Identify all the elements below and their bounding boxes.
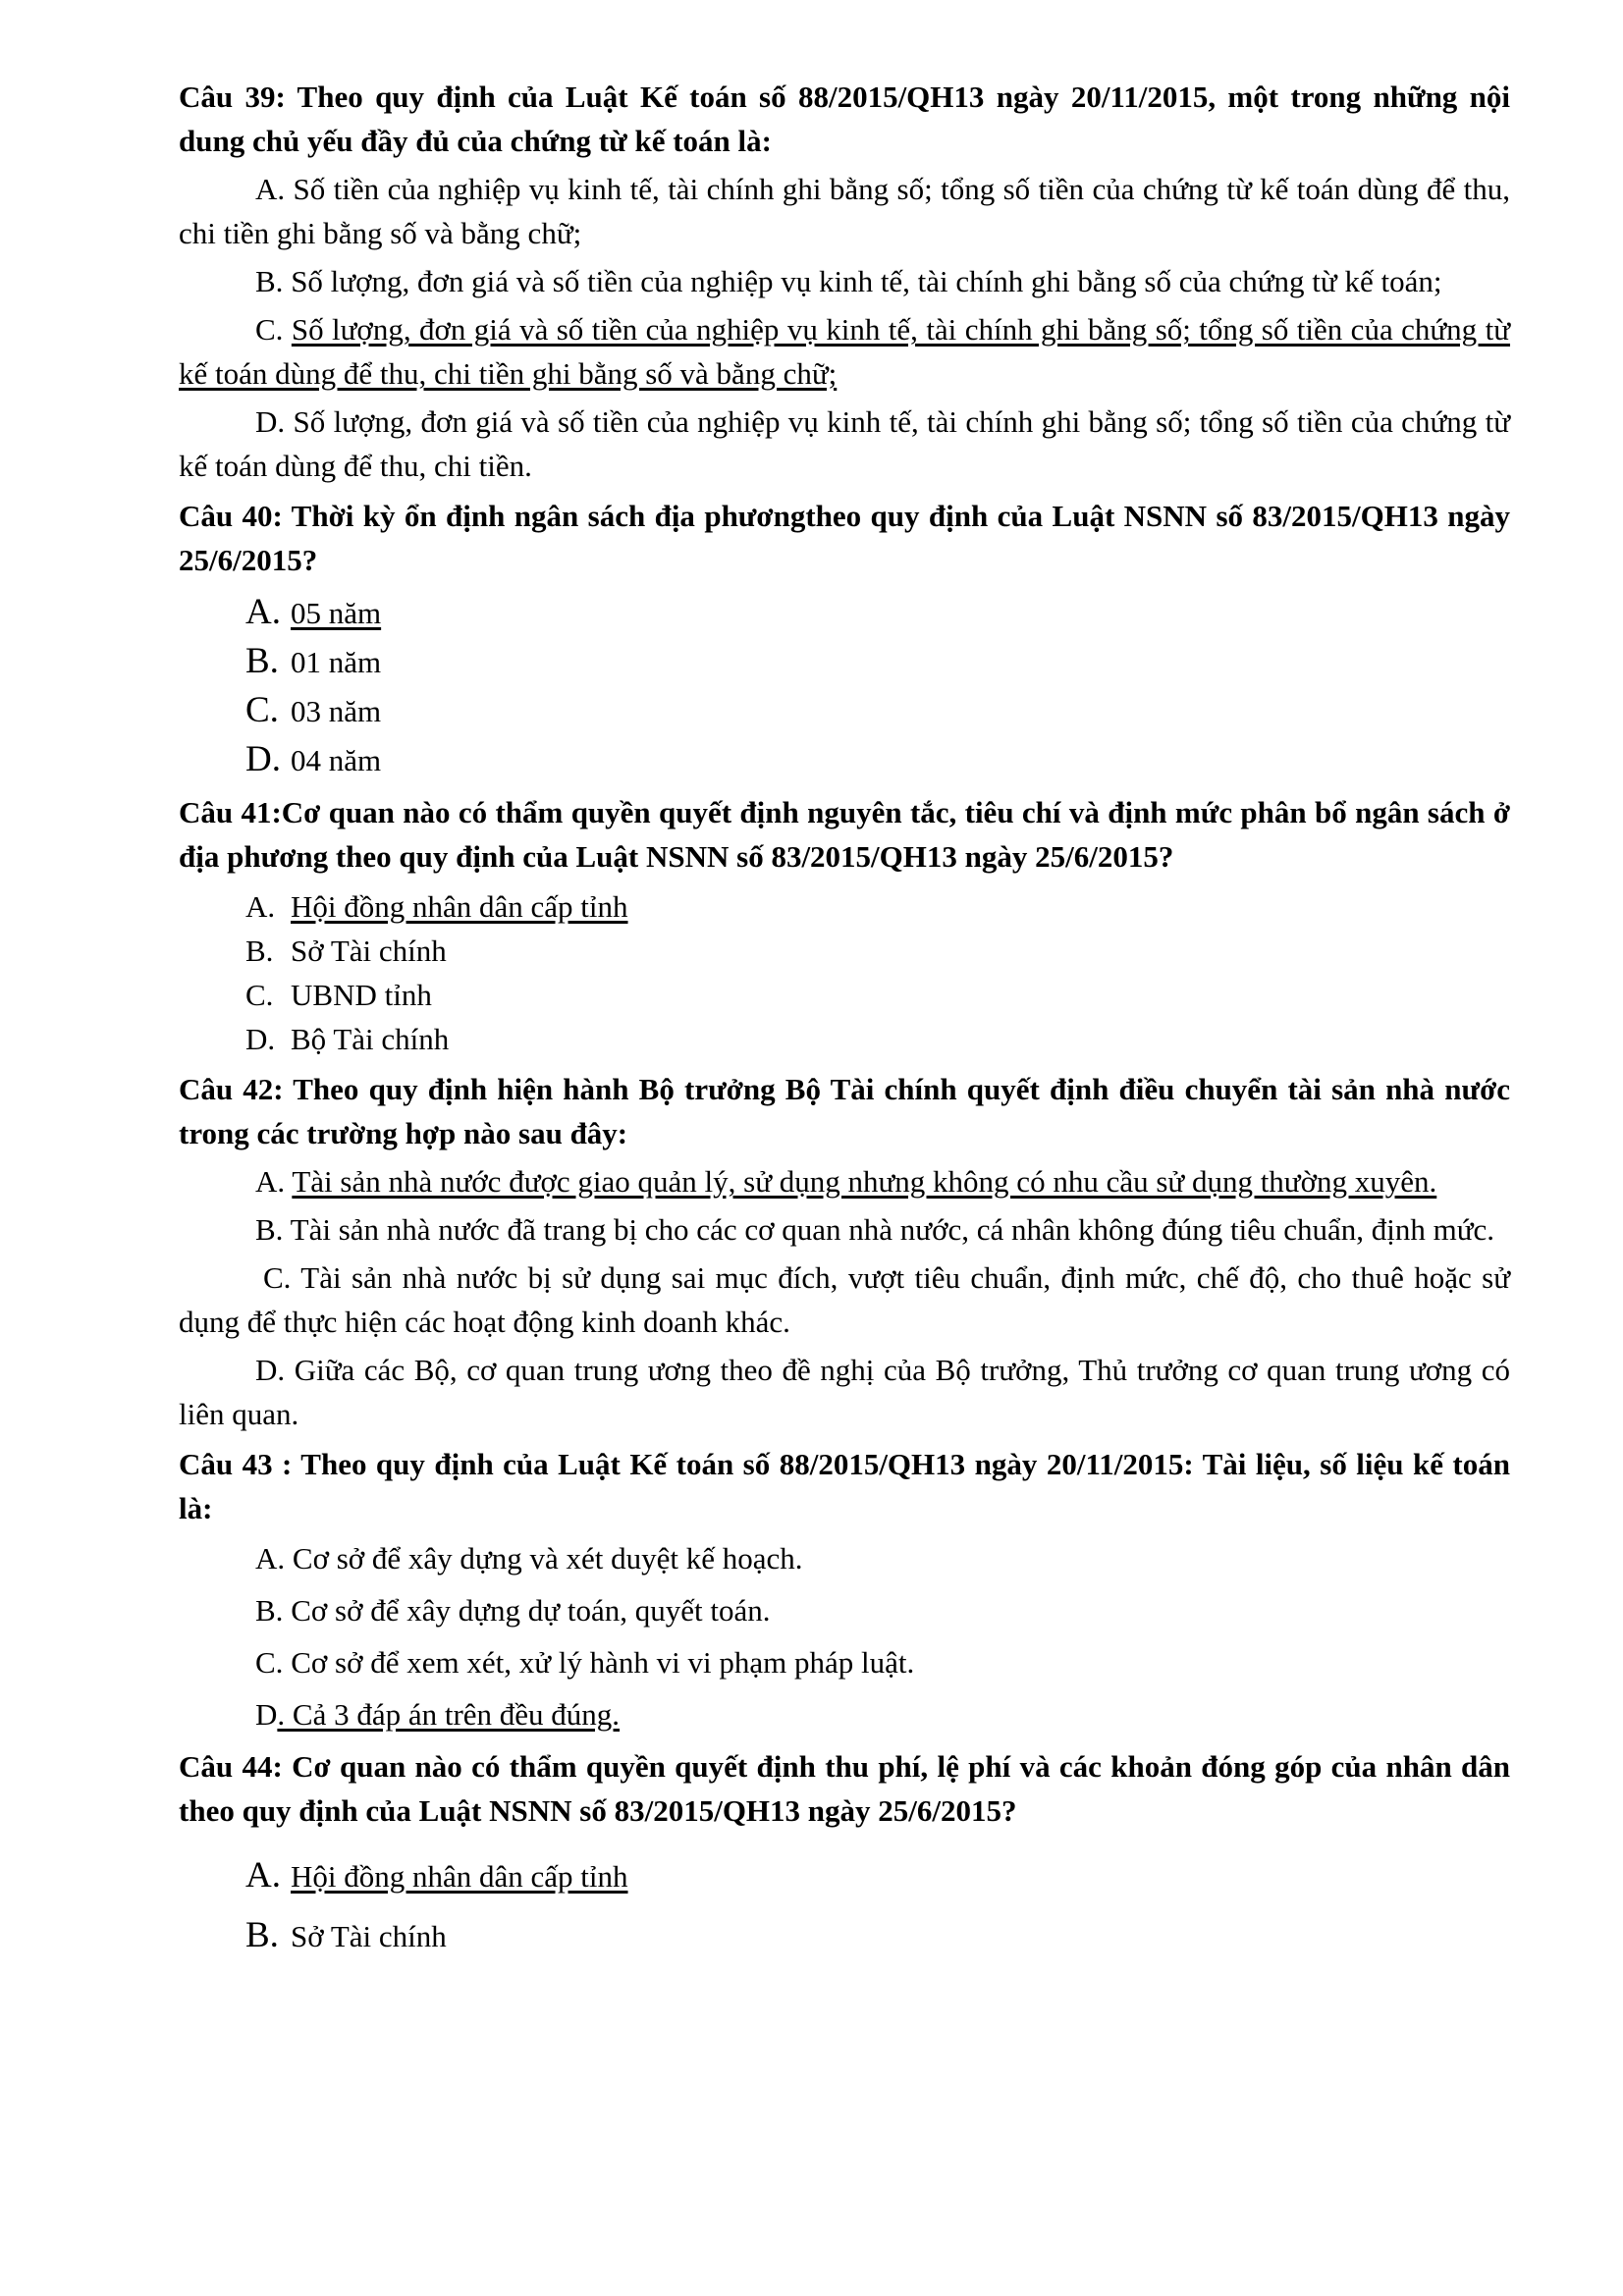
question-41: [179, 790, 1510, 1061]
question-42-option-c: C. Tài sản nhà nước bị sử dụng sai mục đích, vượt tiêu chuẩn, định mức, chế độ, cho thuê hoặc sử dụng để thực hiện các hoạt động kinh doanh khác.: [179, 1260, 1510, 1339]
question-41-option-b: B. Sở Tài chính: [245, 934, 447, 968]
question-42-title: Câu 42: Theo quy định hiện hành Bộ trưởng Bộ Tài chính quyết định điều chuyển tài sản nhà nước trong các trường hợp nào sau đây:: [179, 1072, 1510, 1150]
question-41-option-c: C. UBND tỉnh: [245, 978, 432, 1012]
correct-answer: Hội đồng nhân dân cấp tỉnh: [291, 1859, 628, 1894]
correct-answer: Hội đồng nhân dân cấp tỉnh: [291, 889, 628, 924]
question-40: [179, 494, 1510, 784]
question-42-option-d: D. Giữa các Bộ, cơ quan trung ương theo đề nghị của Bộ trưởng, Thủ trưởng cơ quan trung ương có liên quan.: [179, 1353, 1511, 1431]
question-44-option-a: A. Hội đồng nhân dân cấp tỉnh: [245, 1855, 628, 1896]
question-42-option-a: A. Tài sản nhà nước được giao quản lý, sử dụng nhưng không có nhu cầu sử dụng thường xuyên.: [255, 1164, 1437, 1199]
question-44-option-b: B. Sở Tài chính: [245, 1915, 447, 1955]
question-43: [179, 1442, 1510, 1738]
question-43-option-c: C. Cơ sở để xem xét, xử lý hành vi vi phạm pháp luật.: [255, 1645, 915, 1680]
correct-answer: Số lượng, đơn giá và số tiền của nghiệp vụ kinh tế, tài chính ghi bằng số; tổng số tiền của chứng từ kế toán dùng để thu, chi tiền ghi bằng số và bằng chữ;: [179, 312, 1511, 391]
question-44: [179, 1744, 1510, 1966]
question-39-option-a: A. Số tiền của nghiệp vụ kinh tế, tài chính ghi bằng số; tổng số tiền của chứng từ kế toán dùng để thu, chi tiền ghi bằng số và bằng chữ;: [179, 172, 1511, 250]
question-40-option-b: B. 01 năm: [245, 641, 382, 681]
question-42-option-b: B. Tài sản nhà nước đã trang bị cho các cơ quan nhà nước, cá nhân không đúng tiêu chuẩn, định mức.: [255, 1212, 1495, 1247]
question-43-option-d: D. Cả 3 đáp án trên đều đúng.: [255, 1697, 621, 1732]
correct-answer: . Cả 3 đáp án trên đều đúng.: [277, 1697, 621, 1732]
question-39-title: Câu 39: Theo quy định của Luật Kế toán số 88/2015/QH13 ngày 20/11/2015, một trong những nội dung chủ yếu đầy đủ của chứng từ kế toán là:: [179, 80, 1510, 158]
question-41-option-a: A. Hội đồng nhân dân cấp tỉnh: [245, 889, 628, 924]
question-40-option-d: D. 04 năm: [245, 739, 382, 779]
correct-answer: 05 năm: [291, 596, 382, 630]
question-40-title: Câu 40: Thời kỳ ổn định ngân sách địa phươngtheo quy định của Luật NSNN số 83/2015/QH13 ngày 25/6/2015?: [179, 499, 1510, 577]
question-43-option-b: B. Cơ sở để xây dựng dự toán, quyết toán.: [255, 1593, 771, 1628]
question-44-title: Câu 44: Cơ quan nào có thẩm quyền quyết định thu phí, lệ phí và các khoản đóng góp của nhân dân theo quy định của Luật NSNN số 83/2015/QH13 ngày 25/6/2015?: [179, 1749, 1510, 1828]
document-page: [179, 75, 1510, 1972]
correct-answer: Tài sản nhà nước được giao quản lý, sử dụng nhưng không có nhu cầu sử dụng thường xuyên.: [292, 1164, 1437, 1199]
question-40-option-a: A. 05 năm: [245, 592, 382, 632]
question-39-option-d: D. Số lượng, đơn giá và số tiền của nghiệp vụ kinh tế, tài chính ghi bằng số; tổng số tiền của chứng từ kế toán dùng để thu, chi tiền.: [179, 404, 1511, 483]
question-39: [179, 75, 1510, 488]
question-39-option-b: B. Số lượng, đơn giá và số tiền của nghiệp vụ kinh tế, tài chính ghi bằng số của chứng từ kế toán;: [255, 264, 1442, 298]
question-40-option-c: C. 03 năm: [245, 690, 382, 730]
question-39-option-c: C. Số lượng, đơn giá và số tiền của nghiệp vụ kinh tế, tài chính ghi bằng số; tổng số tiền của chứng từ kế toán dùng để thu, chi tiền ghi bằng số và bằng chữ;: [179, 312, 1511, 391]
question-43-title: Câu 43 : Theo quy định của Luật Kế toán số 88/2015/QH13 ngày 20/11/2015: Tài liệu, số liệu kế toán là:: [179, 1447, 1510, 1525]
question-41-title: Câu 41:Cơ quan nào có thẩm quyền quyết định nguyên tắc, tiêu chí và định mức phân bổ ngân sách ở địa phương theo quy định của Luật NSNN số 83/2015/QH13 ngày 25/6/2015?: [179, 795, 1510, 874]
question-41-option-d: D. Bộ Tài chính: [245, 1022, 450, 1056]
question-43-option-a: A. Cơ sở để xây dựng và xét duyệt kế hoạch.: [255, 1541, 803, 1575]
question-42: [179, 1067, 1510, 1436]
